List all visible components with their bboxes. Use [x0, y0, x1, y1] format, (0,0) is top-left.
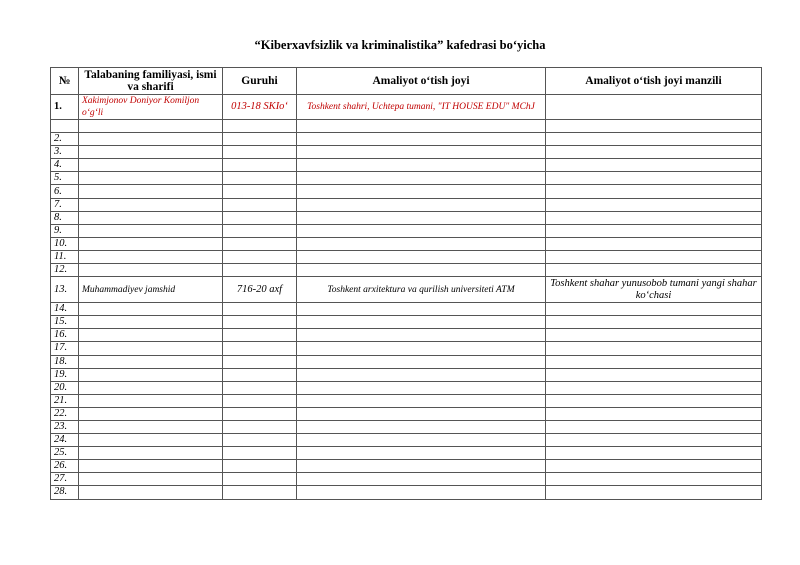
row-number: 12.: [51, 264, 79, 277]
table-header-row: [51, 68, 762, 95]
row-number: 8.: [51, 211, 79, 224]
table-row: [51, 394, 762, 407]
row-number: 18.: [51, 355, 79, 368]
table-row: [51, 250, 762, 263]
row-number: 13.: [51, 277, 79, 303]
table-row: [51, 159, 762, 172]
row-number: 4.: [51, 159, 79, 172]
row-number: 28.: [51, 486, 79, 499]
table-row: [51, 473, 762, 486]
student-name: Xakimjonov Doniyor Komiljon o‘g‘li: [79, 95, 223, 120]
table-row: [51, 342, 762, 355]
row-number: 7.: [51, 198, 79, 211]
table-row: [51, 172, 762, 185]
table-row: [51, 355, 762, 368]
table-row: [51, 368, 762, 381]
row-number: 15.: [51, 316, 79, 329]
table-row: [51, 224, 762, 237]
table-row: [51, 316, 762, 329]
header-number: №: [51, 68, 79, 95]
row-number: 27.: [51, 473, 79, 486]
row-number: 20.: [51, 381, 79, 394]
row-number: 21.: [51, 394, 79, 407]
table-row: [51, 95, 762, 120]
document-title: “Kiberxavfsizlik va kriminalistika” kafedrasi bo‘yicha: [254, 38, 546, 52]
table-row: [51, 211, 762, 224]
student-name: Muhammadiyev jamshid: [79, 277, 223, 303]
header-practice-place: Amaliyot o‘tish joyi: [297, 68, 546, 95]
practice-address: Toshkent shahar yunusobob tumani yangi shahar ko‘chasi: [546, 277, 762, 303]
table-row: [51, 303, 762, 316]
row-number: 2.: [51, 133, 79, 146]
practice-place: Toshkent shahri, Uchtepa tumani, "IT HOUSE EDU" MChJ: [297, 95, 546, 120]
table-row: [51, 120, 762, 133]
table-row: [51, 434, 762, 447]
header-student-name: Talabaning familiyasi, ismi va sharifi: [79, 68, 223, 95]
row-number: 1.: [51, 95, 79, 120]
table-row: [51, 146, 762, 159]
table-row: [51, 460, 762, 473]
row-number: 22.: [51, 407, 79, 420]
table-row: [51, 381, 762, 394]
table-row: [51, 277, 762, 303]
row-number: 5.: [51, 172, 79, 185]
table-row: [51, 198, 762, 211]
student-group: 716-20 axf: [223, 277, 297, 303]
table-row: [51, 185, 762, 198]
row-number: 3.: [51, 146, 79, 159]
table-row: [51, 447, 762, 460]
row-number: 9.: [51, 224, 79, 237]
practice-place: Toshkent arxitektura va qurilish universiteti ATM: [297, 277, 546, 303]
row-number: 23.: [51, 420, 79, 433]
table-row: [51, 486, 762, 499]
row-number: 11.: [51, 250, 79, 263]
table-row: [51, 237, 762, 250]
table-row: [51, 420, 762, 433]
row-number: 26.: [51, 460, 79, 473]
row-number: 14.: [51, 303, 79, 316]
table-row: [51, 133, 762, 146]
row-number: 17.: [51, 342, 79, 355]
row-number: 16.: [51, 329, 79, 342]
student-group: 013-18 SKIo‘: [223, 95, 297, 120]
row-number: 6.: [51, 185, 79, 198]
row-number: 24.: [51, 434, 79, 447]
practice-address: [546, 95, 762, 120]
row-number: 19.: [51, 368, 79, 381]
table-row: [51, 407, 762, 420]
table-row: [51, 329, 762, 342]
row-number: 10.: [51, 237, 79, 250]
table-row: [51, 264, 762, 277]
header-group: Guruhi: [223, 68, 297, 95]
header-practice-address: Amaliyot o‘tish joyi manzili: [546, 68, 762, 95]
practice-register-table: [50, 67, 762, 500]
row-number: 25.: [51, 447, 79, 460]
